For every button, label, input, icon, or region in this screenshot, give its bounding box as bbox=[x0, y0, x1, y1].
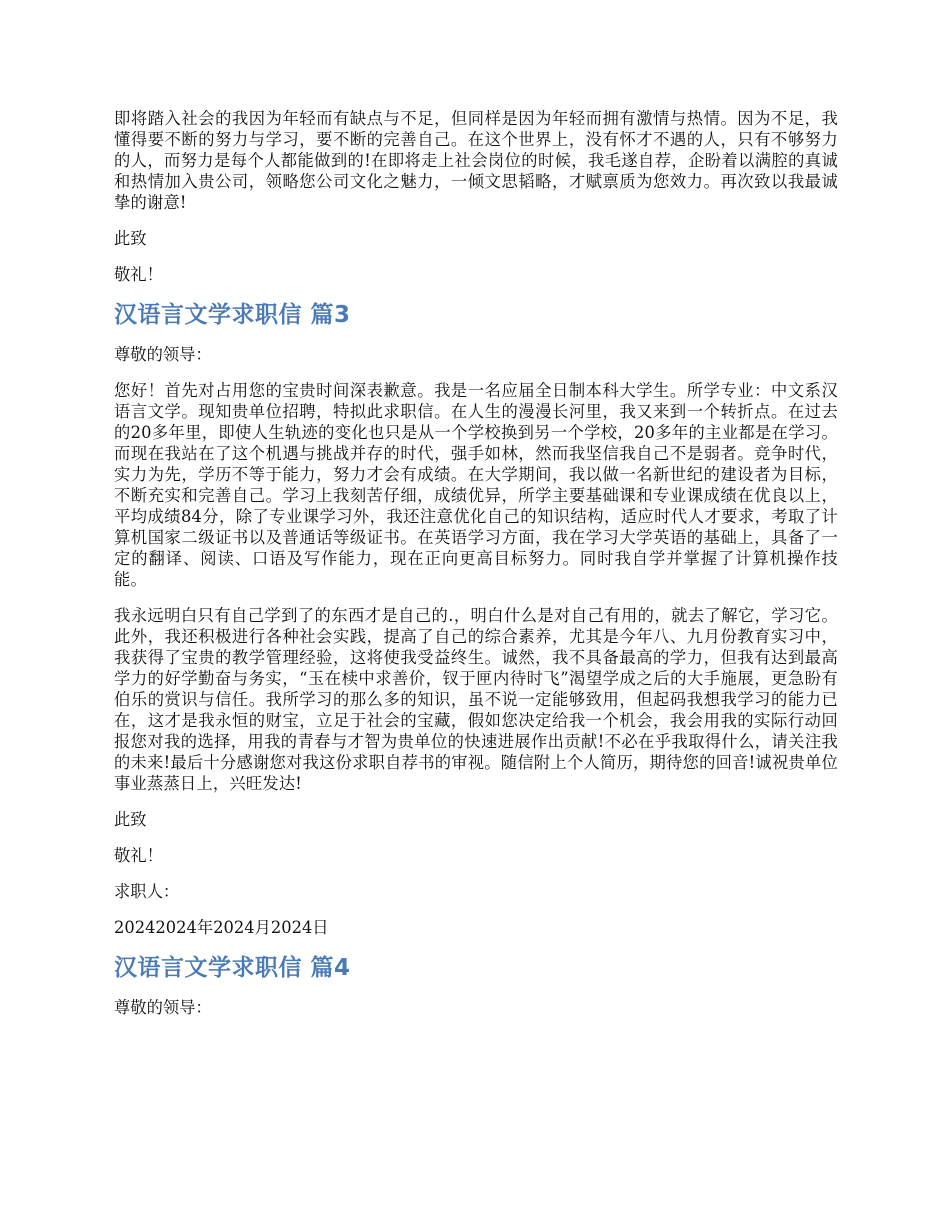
section-3-signature: 求职人： bbox=[114, 882, 180, 901]
section-3-salute: 敬礼！ bbox=[114, 846, 163, 865]
document-page bbox=[114, 108, 838, 1033]
section-4-heading: 汉语言文学求职信 篇4 bbox=[114, 955, 351, 981]
section-3-date: 20242024年2024月2024日 bbox=[114, 918, 329, 937]
section-3-closing: 此致 bbox=[114, 810, 147, 829]
section-3-paragraph-2: 我永远明白只有自己学到了的东西才是自己的.，明白什么是对自己有用的，就去了解它，学习它。此外，我还积极进行各种社会实践，提高了自己的综合素养，尤其是今年八、九月份教育实习中，我获得了宝贵的教学管理经验，这将使我受益终生。诚然，我不具备最高的学力，但我有达到最高学力的好学勤奋与务实，“玉在椟中求善价，钗于匣内待时飞”渴望学成之后的大手施展，更急盼有伯乐的赏识与信任。我所学习的那么多的知识，虽不说一定能够致用，但起码我想我学习的能力已在，这才是我永恒的财宝，立足于社会的宝藏，假如您决定给我一个机会，我会用我的实际行动回报您对我的选择，用我的青春与才智为贵单位的快速进展作出贡献!不必在乎我取得什么，请关注我的未来!最后十分感谢您对我这份求职自荐书的审视。随信附上个人简历，期待您的回音!诚祝贵单位事业蒸蒸日上，兴旺发达! bbox=[114, 606, 838, 793]
salute-line: 敬礼！ bbox=[114, 265, 163, 284]
intro-paragraph: 即将踏入社会的我因为年轻而有缺点与不足，但同样是因为年轻而拥有激情与热情。因为不足，我懂得要不断的努力与学习，要不断的完善自己。在这个世界上，没有怀才不遇的人，只有不够努力的人，而努力是每个人都能做到的!在即将走上社会岗位的时候，我毛遂自荐，企盼着以满腔的真诚和热情加入贵公司，领略您公司文化之魅力，一倾文思韬略，才赋禀质为您效力。再次致以我最诚挚的谢意! bbox=[114, 109, 838, 212]
closing-line: 此致 bbox=[114, 229, 147, 248]
section-3-heading: 汉语言文学求职信 篇3 bbox=[114, 302, 351, 328]
section-3-greeting: 尊敬的领导： bbox=[114, 345, 212, 364]
section-4-greeting: 尊敬的领导： bbox=[114, 998, 212, 1017]
section-3-paragraph-1: 您好！首先对占用您的宝贵时间深表歉意。我是一名应届全日制本科大学生。所学专业：中文系汉语言文学。现知贵单位招聘，特拟此求职信。在人生的漫漫长河里，我又来到一个转折点。在过去的20多年里，即使人生轨迹的变化也只是从一个学校换到另一个学校，20多年的主业都是在学习。而现在我站在了这个机遇与挑战并存的时代，强手如林，然而我坚信我自己不是弱者。竞争时代，实力为先，学历不等于能力，努力才会有成绩。在大学期间，我以做一名新世纪的建设者为目标，不断充实和完善自己。学习上我刻苦仔细，成绩优异，所学主要基础课和专业课成绩在优良以上，平均成绩84分，除了专业课学习外，我还注意优化自己的知识结构，适应时代人才要求，考取了计算机国家二级证书以及普通话等级证书。在英语学习方面，我在学习大学英语的基础上，具备了一定的翻译、阅读、口语及写作能力，现在正向更高目标努力。同时我自学并掌握了计算机操作技能。 bbox=[114, 381, 838, 589]
